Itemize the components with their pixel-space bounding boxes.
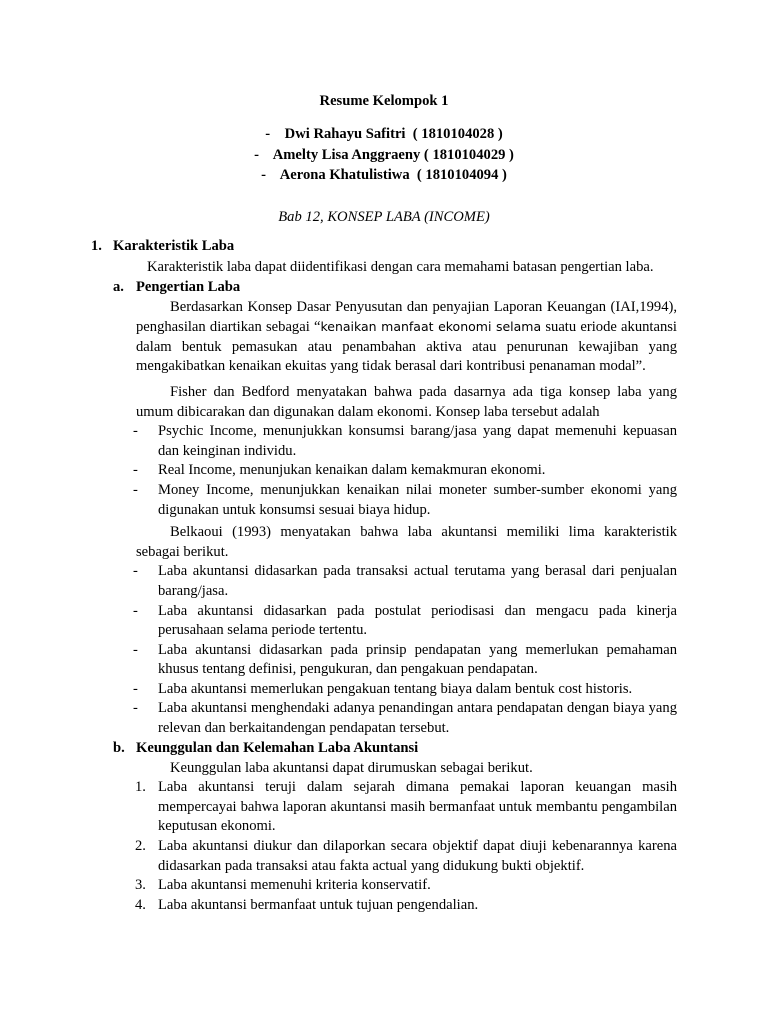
chapter-title: Bab 12, KONSEP LABA (INCOME) xyxy=(278,209,490,225)
bullet-item xyxy=(133,461,677,481)
definition-paragraph xyxy=(136,298,677,377)
bullet-item xyxy=(133,602,677,641)
paragraph: Keunggulan laba akuntansi dapat dirumuskan sebagai berikut. xyxy=(170,759,533,776)
bullet-dash: - xyxy=(133,563,138,580)
paragraph: Belkaoui (1993) menyatakan bahwa laba akuntansi memiliki lima karakteristik sebagai berikut. xyxy=(136,524,677,560)
bullet-text: Psychic Income, menunjukkan konsumsi barang/jasa yang dapat memenuhi kepuasan dan keinginan individu. xyxy=(158,423,677,459)
bullet-text: Laba akuntansi didasarkan pada postulat periodisasi dan mengacu pada kinerja perusahaan selama periode tertentu. xyxy=(158,602,677,639)
item-number: 1. xyxy=(135,779,146,796)
bullet-text: Laba akuntansi memerlukan pengakuan tentang biaya dalam bentuk cost historis. xyxy=(158,680,633,697)
document-body xyxy=(0,237,768,915)
bullet-dash: - xyxy=(133,462,138,479)
author-line: - Aerona Khatulistiwa ( 1810104094 ) xyxy=(261,167,507,183)
bullet-text: Real Income, menunjukan kenaikan dalam kemakmuran ekonomi. xyxy=(158,462,546,479)
bullet-dash: - xyxy=(133,602,138,619)
item-text: Laba akuntansi memenuhi kriteria konservatif. xyxy=(158,877,431,894)
subsection-heading-text: Keunggulan dan Kelemahan Laba Akuntansi xyxy=(136,739,419,756)
author-line: - Dwi Rahayu Safitri ( 1810104028 ) xyxy=(265,126,503,142)
bullet-item xyxy=(133,641,677,680)
subsection-heading-b xyxy=(0,739,768,759)
bullet-item xyxy=(133,562,677,601)
subsection-letter: a. xyxy=(113,278,124,295)
bullet-dash: - xyxy=(133,481,138,498)
section-heading-text: Karakteristik Laba xyxy=(113,238,235,254)
item-number: 2. xyxy=(135,838,146,855)
numbered-item xyxy=(135,896,677,916)
subsection-letter: b. xyxy=(113,739,125,756)
bullet-text: Laba akuntansi didasarkan pada prinsip pendapatan yang memerlukan pemahaman khusus tentang definisi, pengukuran, dan pengakuan pendapatan. xyxy=(158,641,677,678)
bullet-dash: - xyxy=(133,641,138,658)
document-title: Resume Kelompok 1 xyxy=(319,93,449,109)
item-text: Laba akuntansi teruji dalam sejarah dimana pemakai laporan keuangan masih mempercayai bahwa laporan akuntansi masih bermanfaat untuk membantu pengambilan keputusan ekonomi. xyxy=(158,779,677,835)
subsection-heading-a xyxy=(0,278,768,298)
section-intro: Karakteristik laba dapat diidentifikasi dengan cara memahami batasan pengertian laba. xyxy=(147,259,654,275)
highlighted-phrase: kenaikan manfaat ekonomi selama xyxy=(320,319,542,335)
numbered-item xyxy=(135,876,677,896)
numbered-item xyxy=(135,778,677,837)
item-number: 3. xyxy=(135,877,146,894)
bullet-dash: - xyxy=(133,423,138,440)
paragraph-text: suatu eriode akuntansi dalam bentuk pemasukan atau penambahan aktiva atau penurunan kewajiban yang mengakibatkan kenaikan ekuitas yang tidak berasal dari kontribusi penanaman modal”. xyxy=(136,319,677,375)
bullet-text: Laba akuntansi menghendaki adanya penandingan antara pendapatan dengan biaya yang relevan dan berkaitandengan pendapatan tersebut. xyxy=(158,700,677,737)
paragraph-text: Berdasarkan Konsep Dasar Penyusutan dan penyajian Laporan Keuangan (IAI,1994), penghasilan diartikan sebagai “ xyxy=(136,298,677,336)
bullet-item xyxy=(133,699,677,738)
bullet-dash: - xyxy=(133,700,138,717)
bullet-text: Money Income, menunjukkan kenaikan nilai moneter sumber-sumber ekonomi yang digunakan untuk konsumsi sesuai biaya hidup. xyxy=(158,481,677,518)
section-heading xyxy=(0,237,768,258)
numbered-item xyxy=(135,837,677,876)
author-line: - Amelty Lisa Anggraeny ( 1810104029 ) xyxy=(254,146,514,163)
item-number: 4. xyxy=(135,896,146,913)
subsection-heading-text: Pengertian Laba xyxy=(136,278,241,295)
bullet-item xyxy=(133,680,677,700)
item-text: Laba akuntansi bermanfaat untuk tujuan pengendalian. xyxy=(158,896,479,913)
section-number: 1. xyxy=(91,238,102,254)
bullet-item xyxy=(133,481,677,520)
author-list xyxy=(0,124,768,186)
bullet-text: Laba akuntansi didasarkan pada transaksi actual terutama yang berasal dari penjualan barang/jasa. xyxy=(158,563,677,599)
bullet-item xyxy=(133,422,677,461)
item-text: Laba akuntansi diukur dan dilaporkan secara objektif dapat diuji kebenarannya karena didasarkan pada transaksi atau fakta actual yang didukung bukti objektif. xyxy=(158,838,677,874)
bullet-dash: - xyxy=(133,680,138,697)
paragraph: Fisher dan Bedford menyatakan bahwa pada dasarnya ada tiga konsep laba yang umum dibicarakan dan digunakan dalam ekonomi. Konsep laba tersebut adalah xyxy=(136,383,677,420)
